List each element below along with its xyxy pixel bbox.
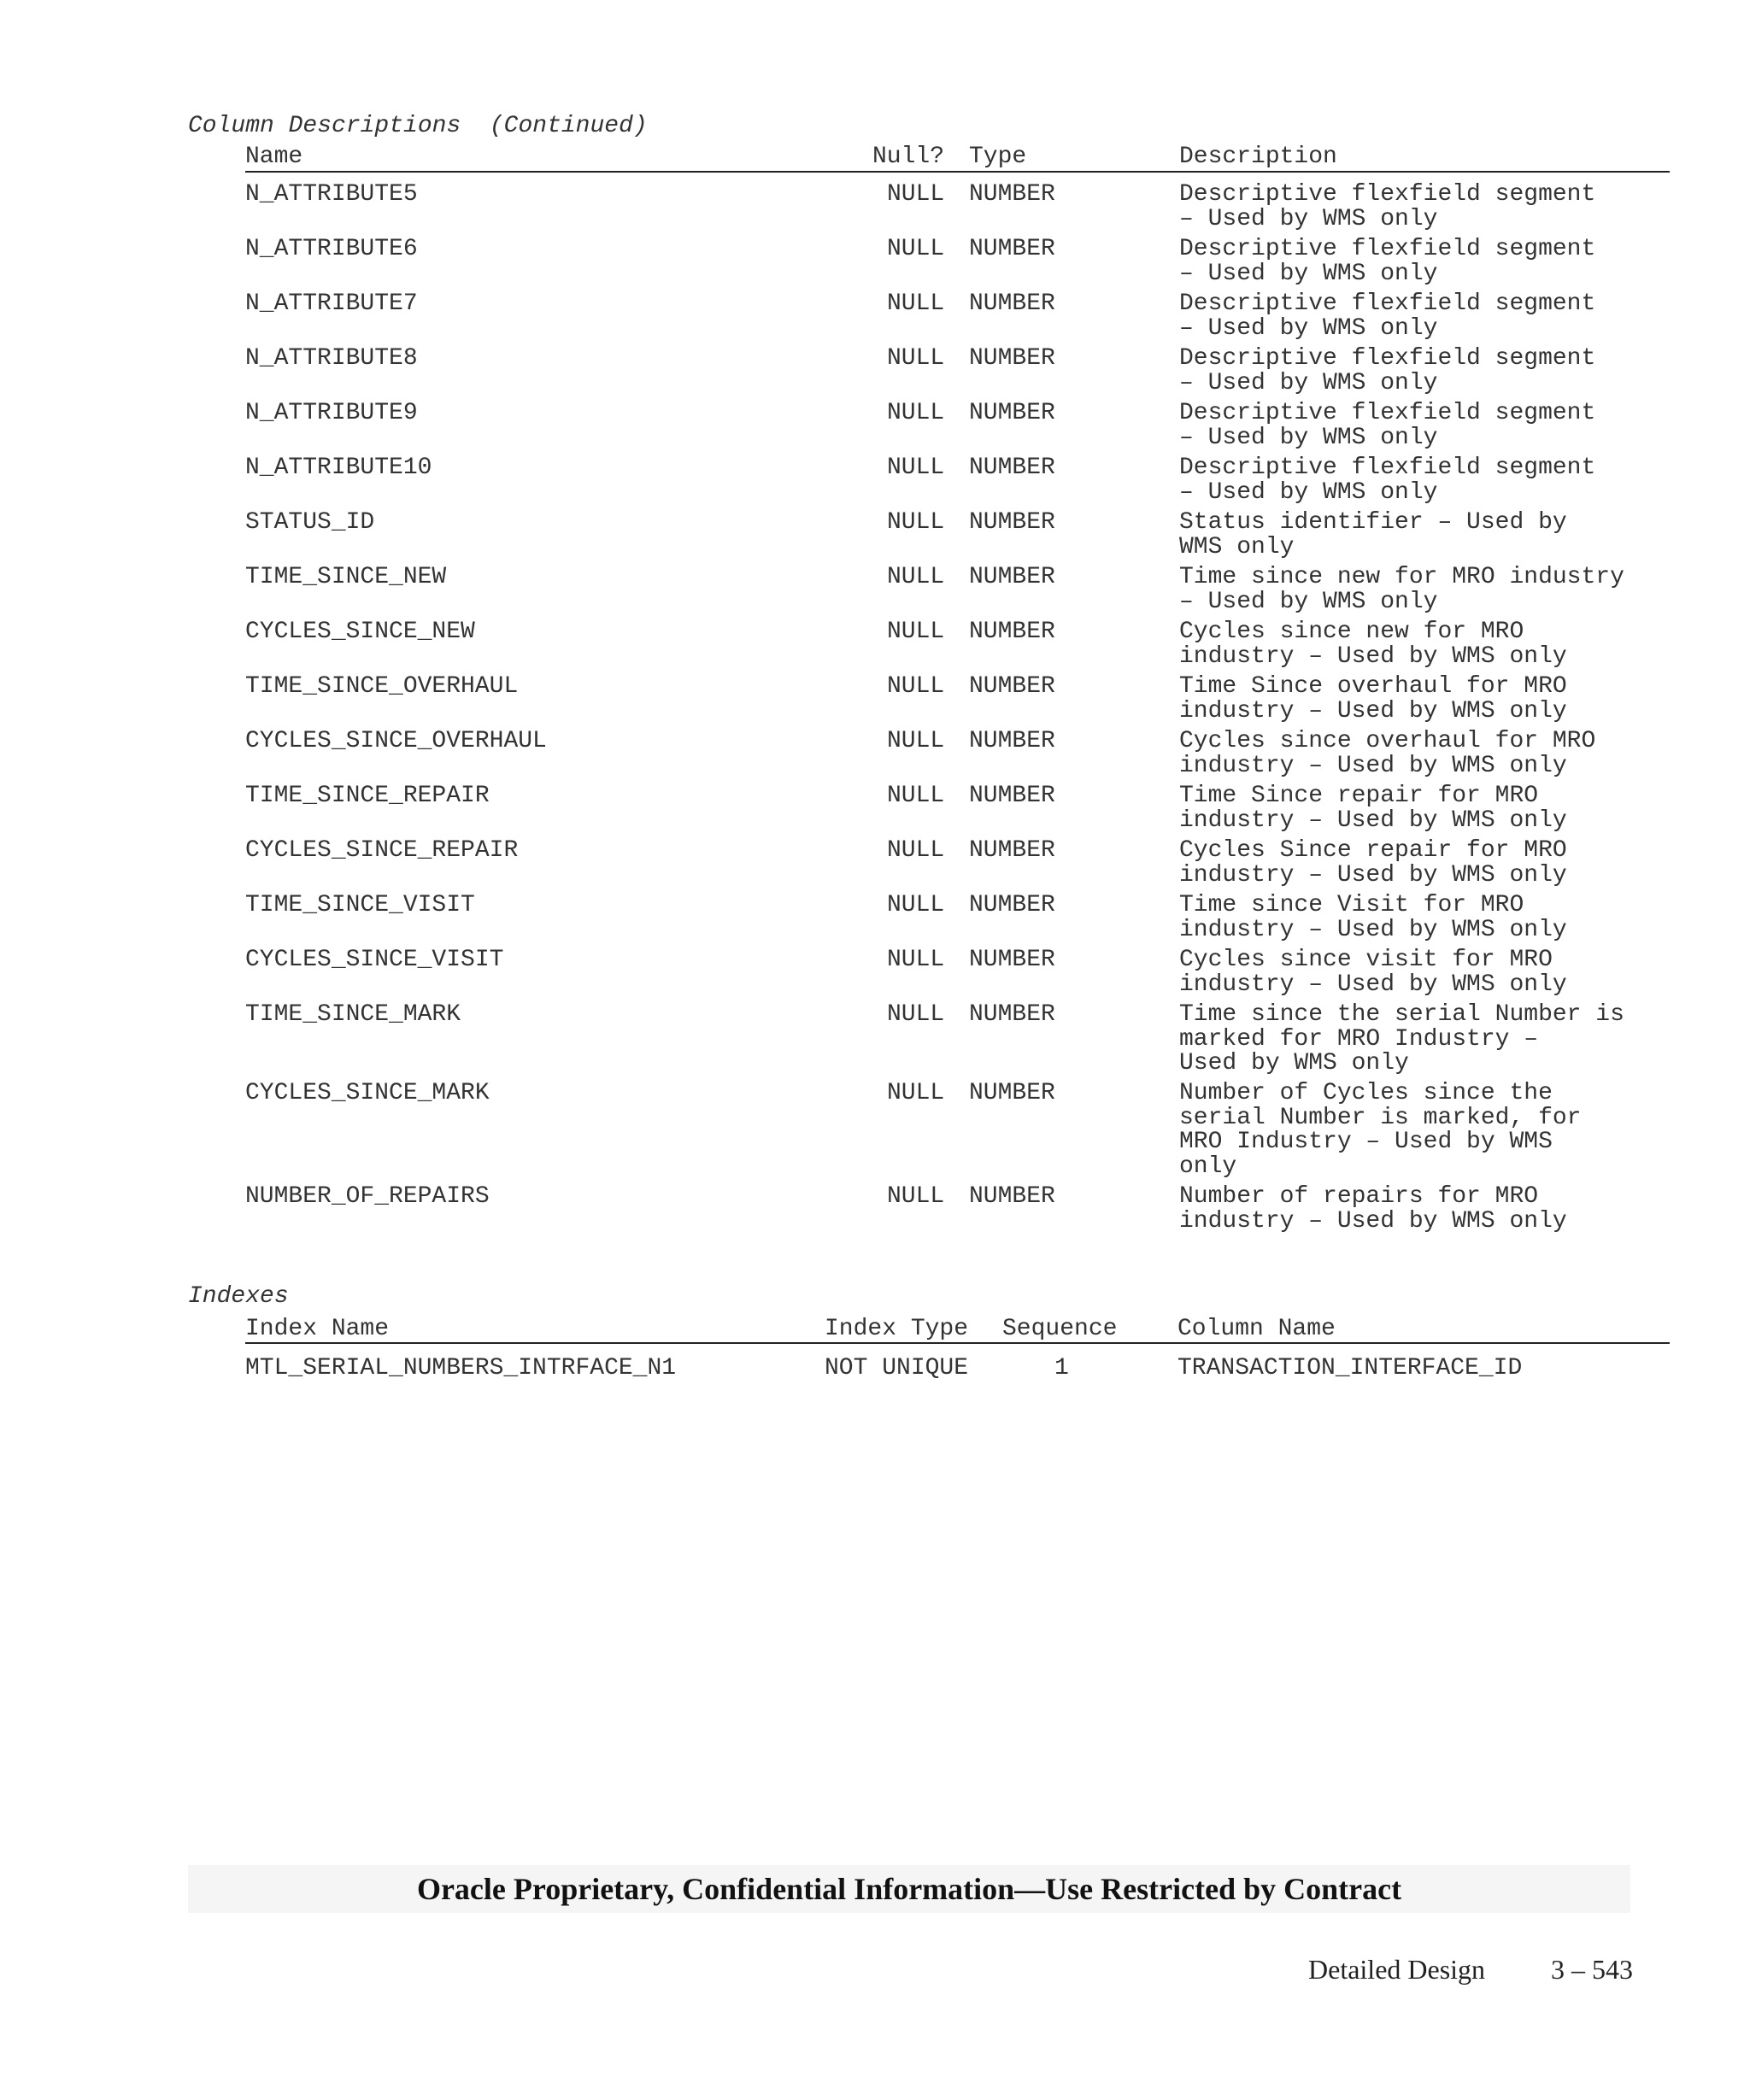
table-row [0, 620, 1750, 675]
column-name-cell: N_ATTRIBUTE8 [245, 345, 418, 372]
column-header-type: Type [969, 144, 1027, 170]
type-cell: NUMBER [969, 892, 1055, 918]
type-cell: NUMBER [969, 947, 1055, 973]
table-row [0, 784, 1750, 839]
column-header-name: Name [245, 144, 303, 170]
type-cell: NUMBER [969, 619, 1055, 645]
column-header-description: Description [1179, 144, 1337, 170]
null-cell: NULL [887, 236, 945, 262]
description-cell: Cycles Since repair for MRO industry – Used by WMS only [1179, 837, 1567, 889]
description-cell: Time Since repair for MRO industry – Used by WMS only [1179, 783, 1567, 834]
type-cell: NUMBER [969, 564, 1055, 590]
type-cell: NUMBER [969, 290, 1055, 317]
description-cell: Time Since overhaul for MRO industry – Used by WMS only [1179, 673, 1567, 724]
description-cell: Number of Cycles since the serial Number is marked, for MRO Industry – Used by WMS only [1179, 1080, 1582, 1180]
column-name-cell: STATUS_ID [245, 509, 375, 536]
description-cell: Time since new for MRO industry – Used by WMS only [1179, 564, 1624, 615]
table-row [0, 456, 1750, 511]
type-cell: NUMBER [969, 400, 1055, 426]
null-cell: NULL [887, 181, 945, 208]
type-cell: NUMBER [969, 673, 1055, 700]
table-row [0, 566, 1750, 620]
indexes-title: Indexes [188, 1283, 289, 1310]
null-cell: NULL [887, 509, 945, 536]
description-cell: Cycles since visit for MRO industry – Used by WMS only [1179, 947, 1567, 998]
index-header-type: Index Type [825, 1316, 969, 1342]
type-cell: NUMBER [969, 1080, 1055, 1106]
type-cell: NUMBER [969, 837, 1055, 864]
table-row [0, 183, 1750, 238]
table-row [0, 1003, 1750, 1082]
table-row [0, 292, 1750, 347]
section-footer-label: Detailed Design [1308, 1954, 1486, 1985]
column-name-cell: CYCLES_SINCE_OVERHAUL [245, 728, 547, 754]
column-descriptions-table [0, 183, 1750, 1240]
column-name-cell: TIME_SINCE_OVERHAUL [245, 673, 519, 700]
table-row [0, 1082, 1750, 1185]
table-row [0, 730, 1750, 784]
null-cell: NULL [887, 619, 945, 645]
index-header-sequence: Sequence [1002, 1316, 1118, 1342]
index-column-name-cell: TRANSACTION_INTERFACE_ID [1177, 1355, 1523, 1381]
table-row [0, 675, 1750, 730]
description-cell: Number of repairs for MRO industry – Used by WMS only [1179, 1183, 1567, 1235]
column-name-cell: N_ATTRIBUTE9 [245, 400, 418, 426]
index-type-cell: NOT UNIQUE [825, 1355, 969, 1381]
null-cell: NULL [887, 673, 945, 700]
null-cell: NULL [887, 1001, 945, 1028]
description-cell: Descriptive flexfield segment – Used by WMS only [1179, 455, 1596, 506]
null-cell: NULL [887, 837, 945, 864]
index-header-name: Index Name [245, 1316, 390, 1342]
column-descriptions-title: Column Descriptions (Continued) [188, 113, 648, 139]
description-cell: Cycles since overhaul for MRO industry – Used by WMS only [1179, 728, 1596, 779]
confidentiality-notice: Oracle Proprietary, Confidential Information––Use Restricted by Contract [416, 1872, 1402, 1906]
column-header-rule [245, 171, 1670, 173]
type-cell: NUMBER [969, 728, 1055, 754]
column-name-cell: NUMBER_OF_REPAIRS [245, 1183, 490, 1210]
table-row [0, 839, 1750, 894]
column-name-cell: TIME_SINCE_NEW [245, 564, 447, 590]
null-cell: NULL [887, 892, 945, 918]
description-cell: Time since Visit for MRO industry – Used by WMS only [1179, 892, 1567, 943]
type-cell: NUMBER [969, 236, 1055, 262]
null-cell: NULL [887, 728, 945, 754]
table-row [0, 402, 1750, 456]
null-cell: NULL [887, 455, 945, 481]
description-cell: Descriptive flexfield segment – Used by WMS only [1179, 181, 1596, 232]
table-row [0, 238, 1750, 292]
column-name-cell: CYCLES_SINCE_NEW [245, 619, 475, 645]
null-cell: NULL [887, 1080, 945, 1106]
null-cell: NULL [887, 564, 945, 590]
table-row [0, 347, 1750, 402]
type-cell: NUMBER [969, 181, 1055, 208]
null-cell: NULL [887, 1183, 945, 1210]
column-header-null: Null? [872, 144, 945, 170]
description-cell: Status identifier – Used by WMS only [1179, 509, 1567, 560]
column-name-cell: N_ATTRIBUTE6 [245, 236, 418, 262]
index-row [0, 1355, 1750, 1389]
type-cell: NUMBER [969, 509, 1055, 536]
table-row [0, 894, 1750, 948]
null-cell: NULL [887, 947, 945, 973]
column-name-cell: TIME_SINCE_REPAIR [245, 783, 490, 809]
type-cell: NUMBER [969, 1183, 1055, 1210]
index-name-cell: MTL_SERIAL_NUMBERS_INTRFACE_N1 [245, 1355, 677, 1381]
null-cell: NULL [887, 400, 945, 426]
column-name-cell: CYCLES_SINCE_VISIT [245, 947, 504, 973]
table-row [0, 511, 1750, 566]
null-cell: NULL [887, 345, 945, 372]
description-cell: Descriptive flexfield segment – Used by WMS only [1179, 236, 1596, 287]
column-name-cell: TIME_SINCE_MARK [245, 1001, 461, 1028]
type-cell: NUMBER [969, 455, 1055, 481]
table-row [0, 1185, 1750, 1240]
type-cell: NUMBER [969, 345, 1055, 372]
null-cell: NULL [887, 783, 945, 809]
description-cell: Descriptive flexfield segment – Used by WMS only [1179, 345, 1596, 396]
description-cell: Descriptive flexfield segment – Used by WMS only [1179, 400, 1596, 451]
description-cell: Descriptive flexfield segment – Used by WMS only [1179, 290, 1596, 342]
index-sequence-cell: 1 [1054, 1355, 1069, 1381]
column-name-cell: N_ATTRIBUTE7 [245, 290, 418, 317]
column-name-cell: N_ATTRIBUTE5 [245, 181, 418, 208]
index-header-column-name: Column Name [1177, 1316, 1336, 1342]
description-cell: Cycles since new for MRO industry – Used by WMS only [1179, 619, 1567, 670]
description-cell: Time since the serial Number is marked for MRO Industry – Used by WMS only [1179, 1001, 1624, 1076]
null-cell: NULL [887, 290, 945, 317]
type-cell: NUMBER [969, 783, 1055, 809]
column-name-cell: N_ATTRIBUTE10 [245, 455, 432, 481]
type-cell: NUMBER [969, 1001, 1055, 1028]
confidentiality-notice-band [188, 1865, 1630, 1913]
column-name-cell: TIME_SINCE_VISIT [245, 892, 475, 918]
column-name-cell: CYCLES_SINCE_REPAIR [245, 837, 519, 864]
column-name-cell: CYCLES_SINCE_MARK [245, 1080, 490, 1106]
table-row [0, 948, 1750, 1003]
index-header-rule [245, 1342, 1670, 1344]
page-number: 3 – 543 [1551, 1954, 1633, 1985]
